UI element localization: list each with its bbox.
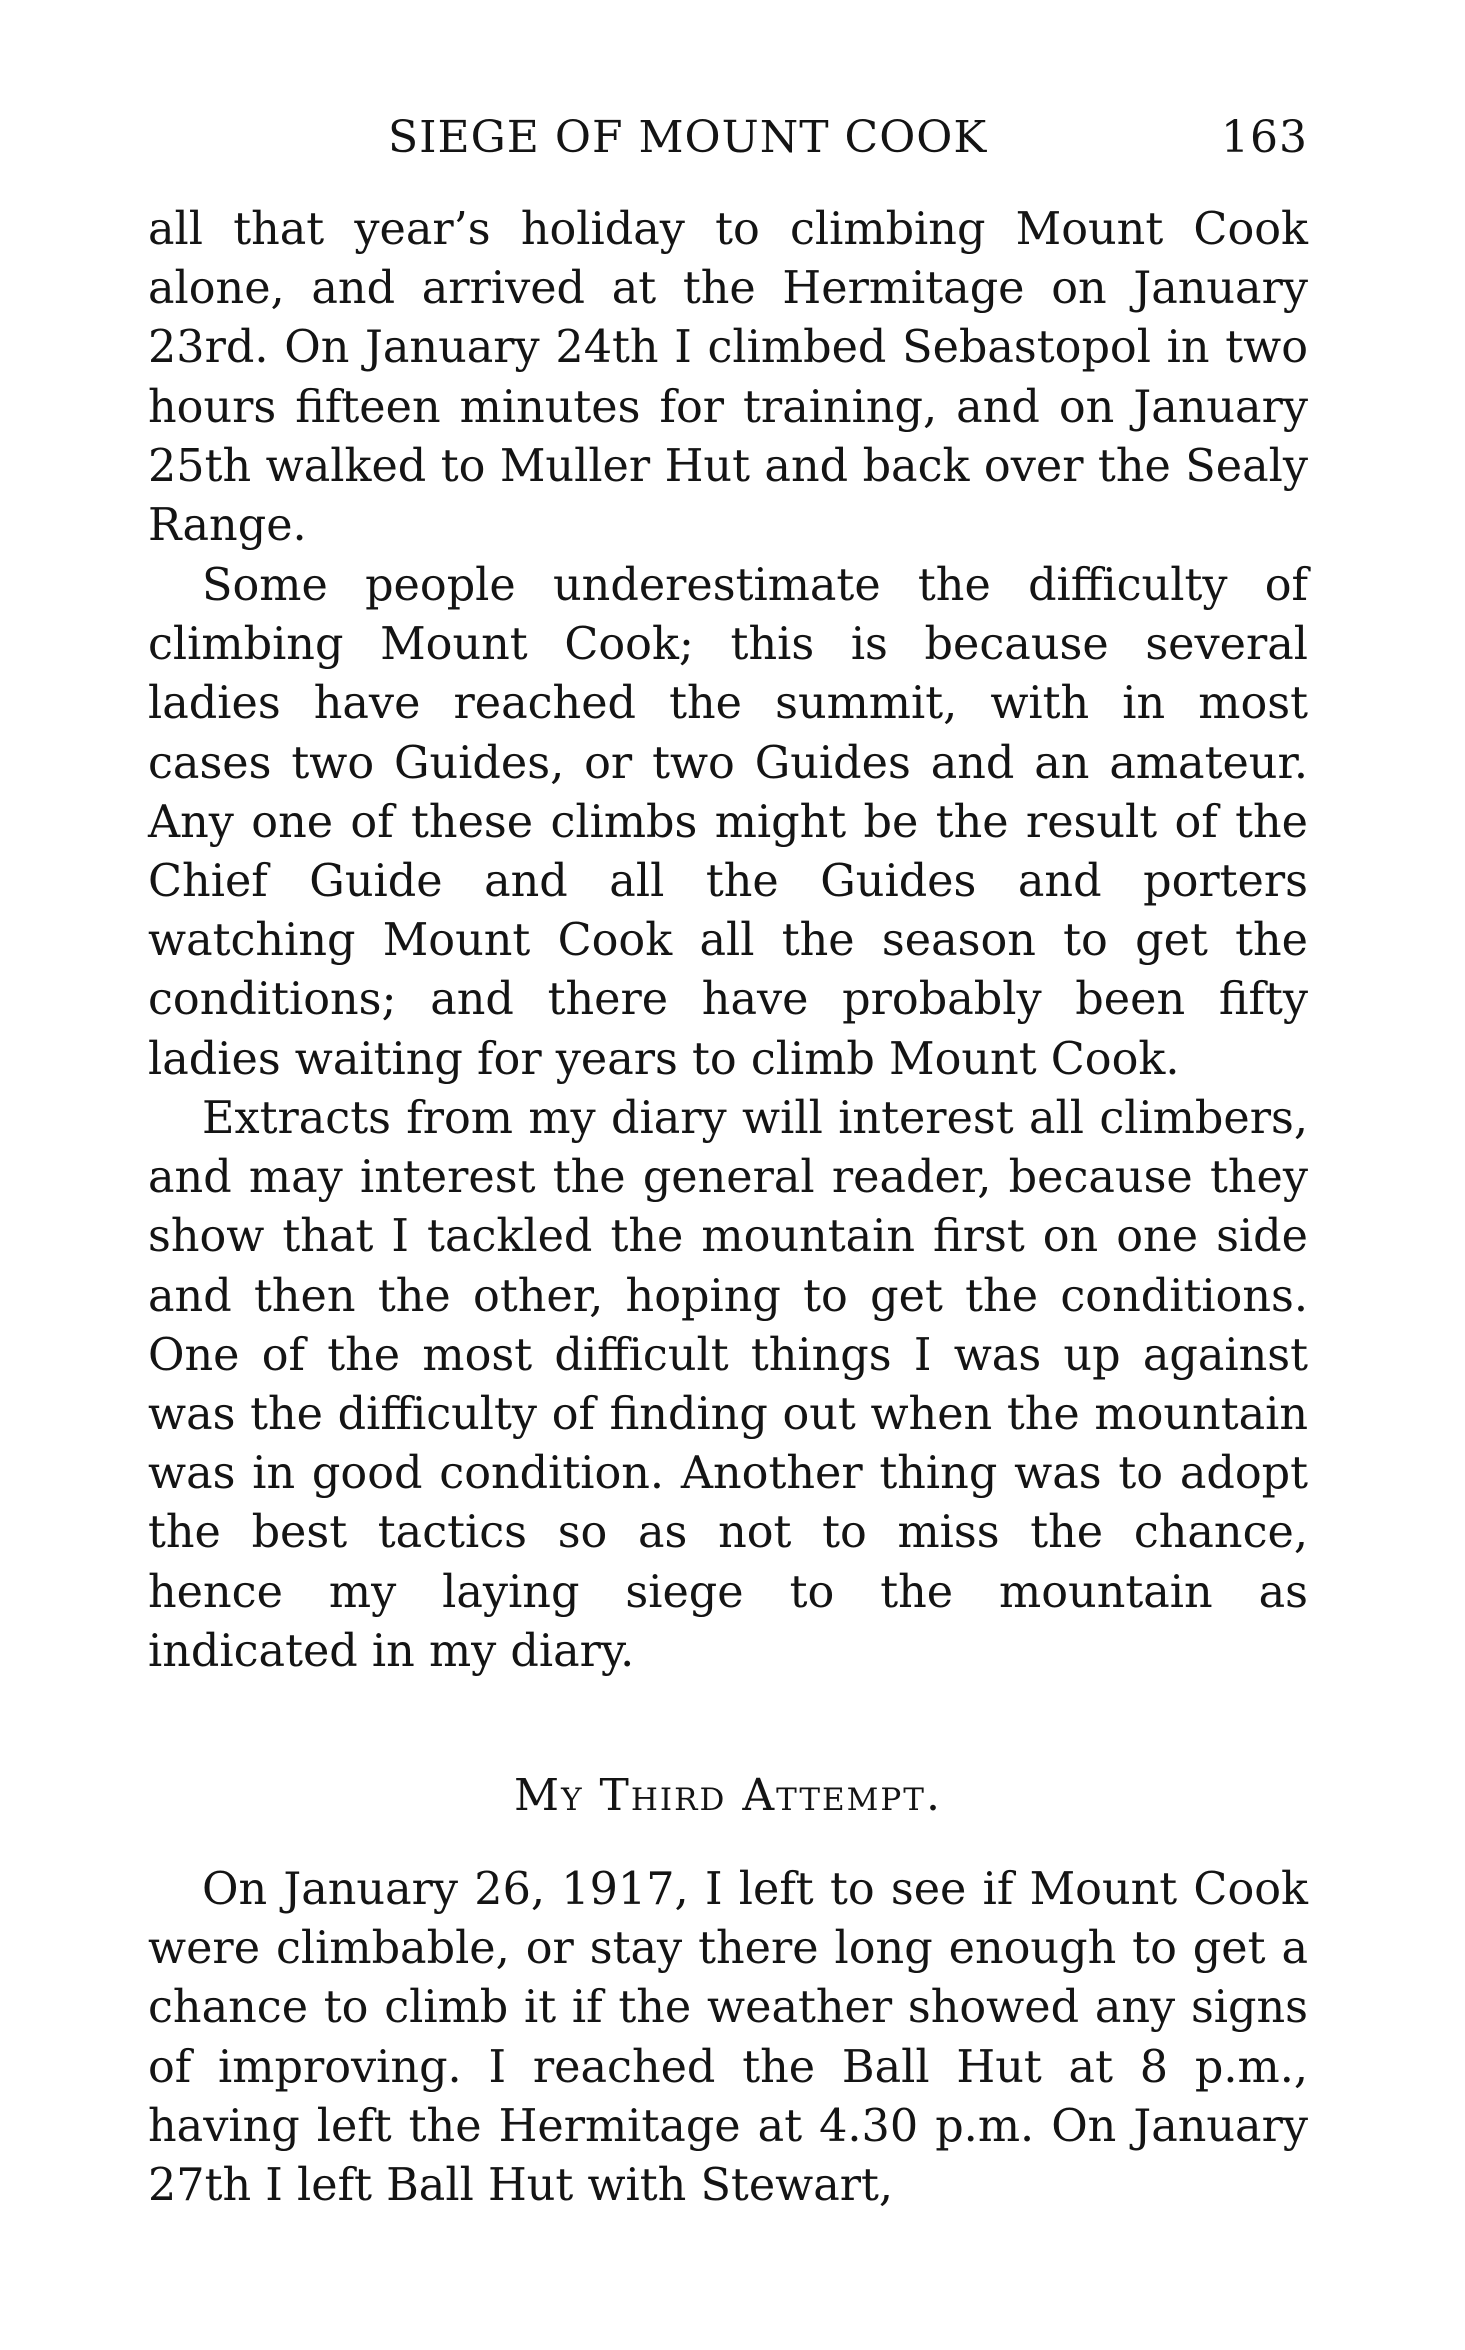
running-title: SIEGE OF MOUNT COOK [388, 112, 988, 163]
paragraph-diary-extracts: Extracts from my diary will interest all climbers, and may interest the general reader, because they show that I tackled the mountain first on one side and then the other, hoping to get the conditions. One of the most difficult things I was up against was the difficulty of finding out when the mountain was in good condition. Another thing was to adopt the best tactics so as not to miss the chance, hence my laying siege to the mountain as indicated in my diary. [148, 1093, 1308, 1677]
section-heading: My Third Attempt. [514, 1770, 942, 1821]
paragraph-continuation: all that year’s holiday to climbing Mount Cook alone, and arrived at the Hermitage on January 23rd. On January 24th I climbed Sebastopol in two hours fifteen minutes for training, and on January 25th walked to Muller Hut and back over the Sealy Range. [148, 204, 1308, 552]
page-number: 163 [1221, 112, 1308, 163]
paragraph-difficulty: Some people underestimate the difficulty of climbing Mount Cook; this is because several ladies have reached the summit, with in most cases two Guides, or two Guides and an amateur. Any one of these climbs might be the result of the Chief Guide and all the Guides and porters watching Mount Cook all the season to get the conditions; and there have probably been fifty ladies waiting for years to climb Mount Cook. [148, 560, 1308, 1085]
paragraph-third-attempt: On January 26, 1917, I left to see if Mount Cook were climbable, or stay there long enough to get a chance to climb it if the weather showed any signs of improving. I reached the Ball Hut at 8 p.m., having left the Hermitage at 4.30 p.m. On January 27th I left Ball Hut with Stewart, [148, 1864, 1308, 2212]
running-header [148, 112, 1308, 172]
